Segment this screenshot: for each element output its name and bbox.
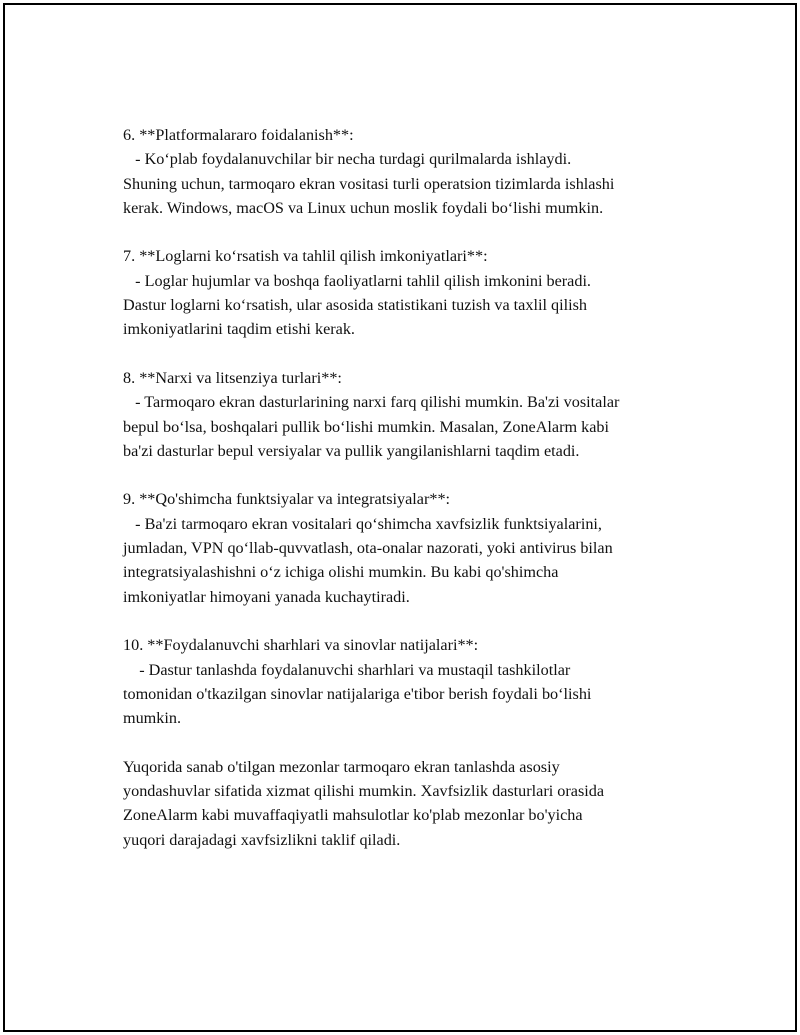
section-heading-10: 10. **Foydalanuvchi sharhlari va sinovlar natijalari**: [123, 636, 479, 655]
paragraph-spacer [123, 342, 723, 366]
section-heading-8: 8. **Narxi va litsenziya turlari**: [123, 368, 342, 387]
section-8-line-3: ba'zi dasturlar bepul versiyalar va pullik yangilanishlarni taqdim etadi. [123, 441, 580, 460]
section-9-line-2: jumladan, VPN qo‘llab-quvvatlash, ota-onalar nazorati, yoki antivirus bilan [123, 539, 613, 558]
page-frame [3, 3, 797, 1032]
section-7-line-1: - Loglar hujumlar va boshqa faoliyatlarni tahlil qilish imkonini beradi. [123, 271, 591, 290]
paragraph-spacer [123, 730, 723, 754]
section-10-line-1: - Dastur tanlashda foydalanuvchi sharhlari va mustaqil tashkilotlar [123, 660, 571, 679]
paragraph-spacer [123, 220, 723, 244]
section-9-line-3: integratsiyalashishni o‘z ichiga olishi mumkin. Bu kabi qo'shimcha [123, 563, 559, 582]
section-7-line-3: imkoniyatlarini taqdim etishi kerak. [123, 320, 355, 339]
section-6-line-3: kerak. Windows, macOS va Linux uchun moslik foydali bo‘lishi mumkin. [123, 198, 604, 217]
conclusion-line-3: ZoneAlarm kabi muvaffaqiyatli mahsulotlar ko'plab mezonlar bo'yicha [123, 806, 583, 825]
conclusion-line-1: Yuqorida sanab o'tilgan mezonlar tarmoqaro ekran tanlashda asosiy [123, 757, 560, 776]
section-6-line-1: - Ko‘plab foydalanuvchilar bir necha turdagi qurilmalarda ishlaydi. [123, 150, 572, 169]
paragraph-spacer [123, 609, 723, 633]
conclusion-line-4: yuqori darajadagi xavfsizlikni taklif qiladi. [123, 830, 401, 849]
section-6-line-2: Shuning uchun, tarmoqaro ekran vositasi turli operatsion tizimlarda ishlashi [123, 174, 615, 193]
section-8-line-2: bepul bo‘lsa, boshqalari pullik bo‘lishi mumkin. Masalan, ZoneAlarm kabi [123, 417, 609, 436]
section-heading-7: 7. **Loglarni ko‘rsatish va tahlil qilish imkoniyatlari**: [123, 247, 488, 266]
section-10-line-3: mumkin. [123, 709, 182, 728]
conclusion-line-2: yondashuvlar sifatida xizmat qilishi mumkin. Xavfsizlik dasturlari orasida [123, 782, 605, 801]
section-heading-6: 6. **Platformalararo foidalanish**: [123, 126, 354, 144]
paragraph-spacer [123, 463, 723, 487]
section-8-line-1: - Tarmoqaro ekran dasturlarining narxi farq qilishi mumkin. Ba'zi vositalar [123, 393, 620, 412]
section-9-line-4: imkoniyatlar himoyani yanada kuchaytiradi. [123, 587, 410, 606]
section-9-line-1: - Ba'zi tarmoqaro ekran vositalari qo‘shimcha xavfsizlik funktsiyalarini, [123, 514, 602, 533]
section-heading-9: 9. **Qo'shimcha funktsiyalar va integratsiyalar**: [123, 490, 451, 509]
section-10-line-2: tomonidan o'tkazilgan sinovlar natijalariga e'tibor berish foydali bo‘lishi [123, 684, 592, 703]
section-7-line-2: Dastur loglarni ko‘rsatish, ular asosida statistikani tuzish va taxlil qilish [123, 296, 587, 315]
document-body [123, 123, 723, 852]
